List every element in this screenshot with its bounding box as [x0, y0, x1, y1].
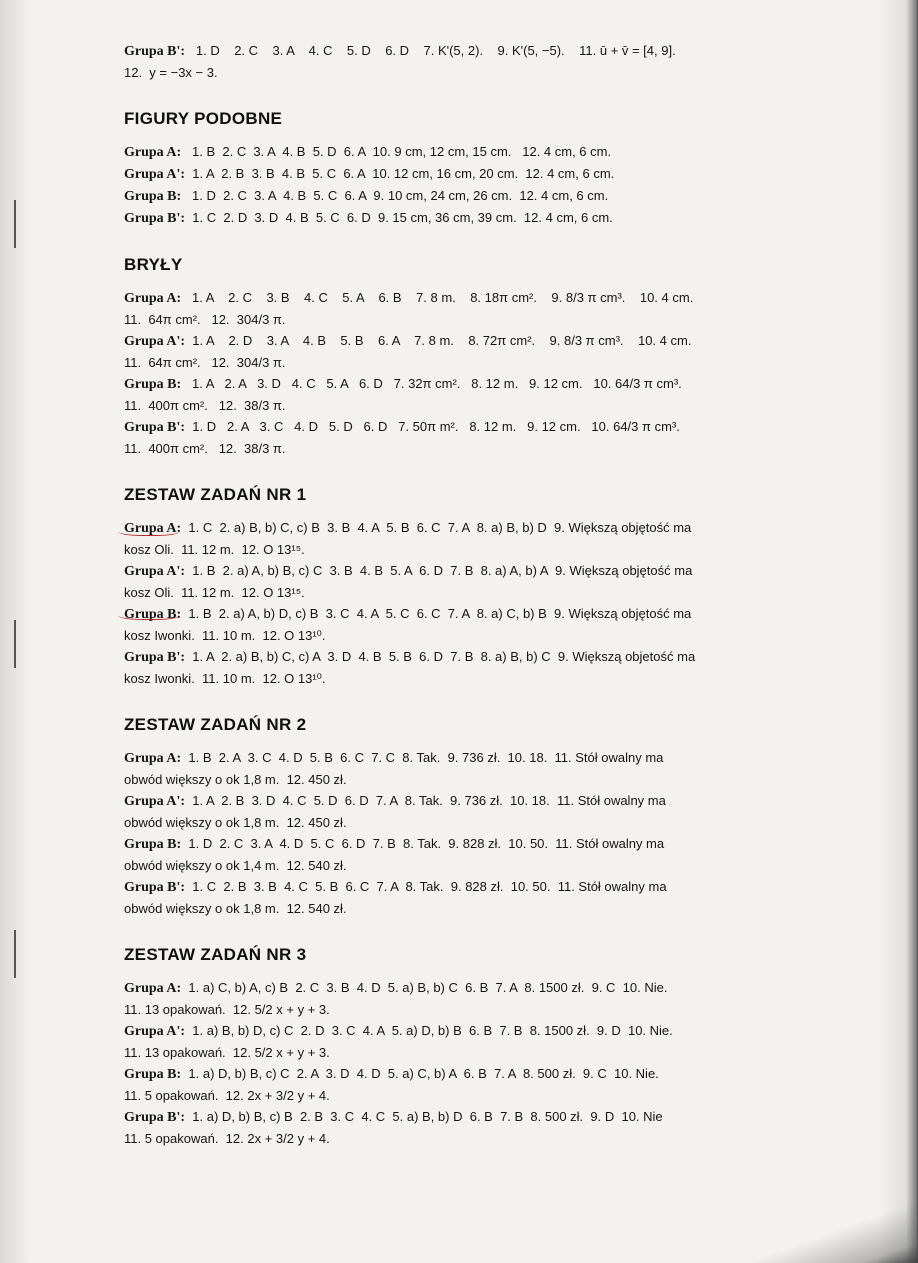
answer-line	[124, 603, 836, 625]
group-label: Grupa B:	[124, 189, 182, 204]
answer-line	[124, 330, 836, 352]
answer-text: 11. 5 opakowań. 12. 2x + 3/2 y + 4.	[124, 1131, 330, 1146]
binding-hole	[14, 620, 24, 668]
answer-line	[124, 812, 836, 833]
group-label: Grupa B':	[124, 1110, 186, 1125]
answer-text: kosz Iwonki. 11. 10 m. 12. O 13¹⁰.	[124, 628, 326, 643]
handwritten-underline	[118, 609, 180, 620]
answer-text: obwód większy o ok 1,8 m. 12. 450 zł.	[124, 815, 347, 830]
answer-text: 1. a) B, b) D, c) C 2. D 3. C 4. A 5. a) D, b) B 6. B 7. B 8. 1500 zł. 9. D 10. Nie.	[185, 1023, 673, 1038]
answer-section	[124, 109, 836, 229]
answer-line	[124, 855, 836, 876]
answer-line	[124, 625, 836, 646]
answer-line	[124, 141, 836, 163]
answer-text: 1. B 2. C 3. A 4. B 5. D 6. A 10. 9 cm, 12 cm, 15 cm. 12. 4 cm, 6 cm.	[181, 144, 612, 159]
answer-section	[124, 715, 836, 919]
answer-text: 1. B 2. a) A, b) D, c) B 3. C 4. A 5. C 6. C 7. A 8. a) C, b) B 9. Większą objętość ma	[181, 606, 692, 621]
answer-text: 1. D 2. C 3. A 4. B 5. C 6. A 9. 10 cm, 24 cm, 26 cm. 12. 4 cm, 6 cm.	[181, 188, 609, 203]
answer-line	[124, 747, 836, 769]
answer-line	[124, 1128, 836, 1149]
group-label: Grupa A':	[124, 1024, 186, 1039]
section-heading: BRYŁY	[124, 255, 183, 274]
section-heading: ZESTAW ZADAŃ NR 3	[124, 945, 307, 964]
group-label: Grupa A':	[124, 564, 186, 579]
answer-text: 11. 400π cm². 12. 38/3 π.	[124, 441, 286, 456]
answer-line	[124, 1063, 836, 1085]
answer-text: 1. B 2. a) A, b) B, c) C 3. B 4. B 5. A 6. D 7. B 8. a) A, b) A 9. Większą objętość ma	[185, 563, 693, 578]
answer-line	[124, 438, 836, 459]
answer-text: 1. A 2. B 3. B 4. B 5. C 6. A 10. 12 cm, 16 cm, 20 cm. 12. 4 cm, 6 cm.	[185, 166, 615, 181]
answer-text: 1. A 2. B 3. D 4. C 5. D 6. D 7. A 8. Tak. 9. 736 zł. 10. 18. 11. Stół owalny ma	[185, 793, 666, 808]
answer-text: 1. a) D, b) B, c) B 2. B 3. C 4. C 5. a) B, b) D 6. B 7. B 8. 500 zł. 9. D 10. Nie	[185, 1109, 663, 1124]
binding-hole	[14, 200, 24, 248]
group-label: Grupa B:	[124, 377, 182, 392]
answer-text: 1. A 2. C 3. B 4. C 5. A 6. B 7. 8 m. 8. 18π cm². 9. 8/3 π cm³. 10. 4 cm.	[181, 290, 694, 305]
answer-line	[124, 517, 836, 539]
answer-text: 12. y = −3x − 3.	[124, 65, 218, 80]
answer-text: 11. 64π cm². 12. 304/3 π.	[124, 312, 286, 327]
group-label: Grupa A:	[124, 291, 182, 306]
group-label: Grupa B':	[124, 211, 186, 226]
answer-text: kosz Oli. 11. 12 m. 12. O 13¹⁵.	[124, 585, 305, 600]
answer-line	[124, 373, 836, 395]
group-label: Grupa A:	[124, 751, 182, 766]
answer-text: 1. a) C, b) A, c) B 2. C 3. B 4. D 5. a) B, b) C 6. B 7. A 8. 1500 zł. 9. C 10. Nie.	[181, 980, 668, 995]
group-label: Grupa B':	[124, 420, 186, 435]
answer-line	[124, 582, 836, 603]
answer-text: 11. 400π cm². 12. 38/3 π.	[124, 398, 286, 413]
answer-section	[124, 485, 836, 689]
top-answers-block	[124, 40, 836, 83]
answer-text: obwód większy o ok 1,8 m. 12. 540 zł.	[124, 901, 347, 916]
answer-text: 11. 64π cm². 12. 304/3 π.	[124, 355, 286, 370]
answer-text: 1. a) D, b) B, c) C 2. A 3. D 4. D 5. a) C, b) A 6. B 7. A 8. 500 zł. 9. C 10. Nie.	[181, 1066, 659, 1081]
answer-line	[124, 539, 836, 560]
answer-line	[124, 1020, 836, 1042]
section-heading: ZESTAW ZADAŃ NR 2	[124, 715, 307, 734]
group-label: Grupa B:	[124, 837, 182, 852]
answer-line	[124, 1042, 836, 1063]
group-label: Grupa A':	[124, 334, 186, 349]
answer-text: 1. A 2. a) B, b) C, c) A 3. D 4. B 5. B 6. D 7. B 8. a) B, b) C 9. Większą objetość ma	[185, 649, 696, 664]
group-label: Grupa A:	[124, 145, 182, 160]
answer-text: 1. C 2. D 3. D 4. B 5. C 6. D 9. 15 cm, 36 cm, 39 cm. 12. 4 cm, 6 cm.	[185, 210, 613, 225]
answer-line	[124, 352, 836, 373]
group-label: Grupa B':	[124, 44, 186, 59]
group-label: Grupa B':	[124, 650, 186, 665]
answer-text: 1. A 2. A 3. D 4. C 5. A 6. D 7. 32π cm². 8. 12 m. 9. 12 cm. 10. 64/3 π cm³.	[181, 376, 682, 391]
section-heading: ZESTAW ZADAŃ NR 1	[124, 485, 307, 504]
answer-line	[124, 646, 836, 668]
answer-line	[124, 163, 836, 185]
group-label: Grupa B:	[124, 1067, 182, 1082]
answer-text: 1. D 2. C 3. A 4. C 5. D 6. D 7. K'(5, 2). 9. K'(5, −5). 11. ū + v̄ = [4, 9].	[185, 43, 676, 58]
answer-text: kosz Oli. 11. 12 m. 12. O 13¹⁵.	[124, 542, 305, 557]
answer-line	[124, 833, 836, 855]
answer-text: obwód większy o ok 1,4 m. 12. 540 zł.	[124, 858, 347, 873]
answer-line	[124, 1106, 836, 1128]
section-heading: FIGURY PODOBNE	[124, 109, 283, 128]
answer-line	[124, 977, 836, 999]
answer-line	[124, 62, 836, 83]
answer-line	[124, 560, 836, 582]
answer-text: obwód większy o ok 1,8 m. 12. 450 zł.	[124, 772, 347, 787]
page-right-shadow	[878, 0, 918, 1263]
answer-text: 1. A 2. D 3. A 4. B 5. B 6. A 7. 8 m. 8. 72π cm². 9. 8/3 π cm³. 10. 4 cm.	[185, 333, 692, 348]
answer-line	[124, 40, 836, 62]
group-label: Grupa B':	[124, 880, 186, 895]
answer-text: 11. 13 opakowań. 12. 5/2 x + y + 3.	[124, 1045, 330, 1060]
answer-line	[124, 1085, 836, 1106]
answer-line	[124, 287, 836, 309]
answer-line	[124, 416, 836, 438]
answer-line	[124, 898, 836, 919]
answer-section	[124, 945, 836, 1149]
answer-line	[124, 309, 836, 330]
answer-section	[124, 255, 836, 459]
answer-text: 11. 13 opakowań. 12. 5/2 x + y + 3.	[124, 1002, 330, 1017]
group-label: Grupa A':	[124, 794, 186, 809]
answer-text: 1. C 2. B 3. B 4. C 5. B 6. C 7. A 8. Tak. 9. 828 zł. 10. 50. 11. Stół owalny ma	[185, 879, 667, 894]
answer-text: 1. D 2. C 3. A 4. D 5. C 6. D 7. B 8. Tak. 9. 828 zł. 10. 50. 11. Stół owalny ma	[181, 836, 665, 851]
answer-line	[124, 790, 836, 812]
answer-line	[124, 395, 836, 416]
answer-key-content	[124, 40, 836, 1175]
answer-line	[124, 999, 836, 1020]
group-label: Grupa B:	[124, 607, 182, 622]
answer-line	[124, 668, 836, 689]
group-label: Grupa A':	[124, 167, 186, 182]
answer-text: 1. D 2. A 3. C 4. D 5. D 6. D 7. 50π m². 8. 12 m. 9. 12 cm. 10. 64/3 π cm³.	[185, 419, 680, 434]
group-label: Grupa A:	[124, 981, 182, 996]
answer-line	[124, 876, 836, 898]
handwritten-underline	[118, 525, 180, 536]
answer-text: 1. B 2. A 3. C 4. D 5. B 6. C 7. C 8. Tak. 9. 736 zł. 10. 18. 11. Stół owalny ma	[181, 750, 664, 765]
answer-line	[124, 207, 836, 229]
answer-text: 11. 5 opakowań. 12. 2x + 3/2 y + 4.	[124, 1088, 330, 1103]
answer-line	[124, 185, 836, 207]
page-corner-curl	[700, 1203, 918, 1263]
group-label: Grupa A:	[124, 521, 182, 536]
answer-text: 1. C 2. a) B, b) C, c) B 3. B 4. A 5. B 6. C 7. A 8. a) B, b) D 9. Większą objętość ma	[181, 520, 692, 535]
answer-line	[124, 769, 836, 790]
answer-text: kosz Iwonki. 11. 10 m. 12. O 13¹⁰.	[124, 671, 326, 686]
binding-hole	[14, 930, 24, 978]
